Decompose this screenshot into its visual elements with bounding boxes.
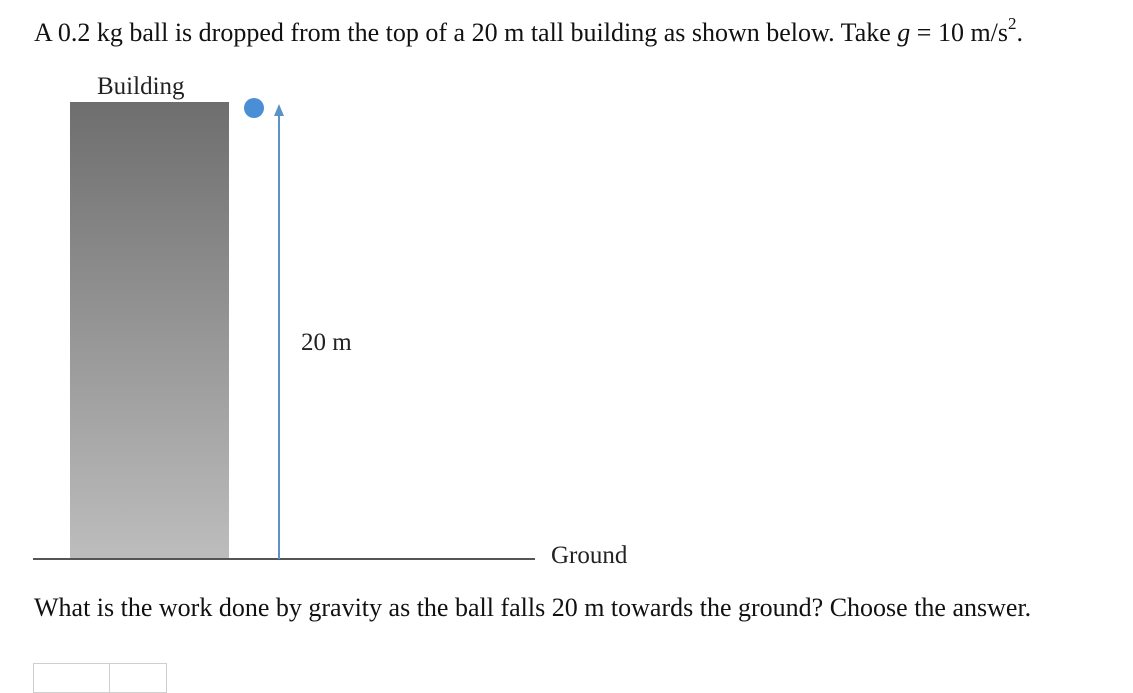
question-intro — [34, 12, 1129, 54]
building-diagram — [0, 60, 1133, 580]
gravity-exponent: 2 — [1008, 14, 1017, 34]
ball — [244, 98, 264, 118]
height-label: 20 m — [301, 329, 352, 356]
question-intro-text: A 0.2 kg ball is dropped from the top of a 20 m tall building as shown below. Take — [34, 18, 898, 47]
gravity-value: = 10 m/s — [910, 18, 1009, 47]
height-arrow-head — [274, 104, 284, 116]
diagram-graphic — [0, 60, 1133, 580]
question-intro-end: . — [1016, 18, 1024, 47]
answer-choice-box[interactable] — [109, 663, 167, 693]
building-label: Building — [97, 73, 185, 100]
gravity-symbol: g — [897, 18, 911, 47]
answer-choices — [33, 663, 167, 693]
answer-choice-box[interactable] — [33, 663, 109, 693]
building — [70, 102, 229, 559]
question-prompt: What is the work done by gravity as the ball falls 20 m towards the ground? Choose the answer. — [34, 593, 1032, 622]
ground-label: Ground — [551, 542, 628, 569]
